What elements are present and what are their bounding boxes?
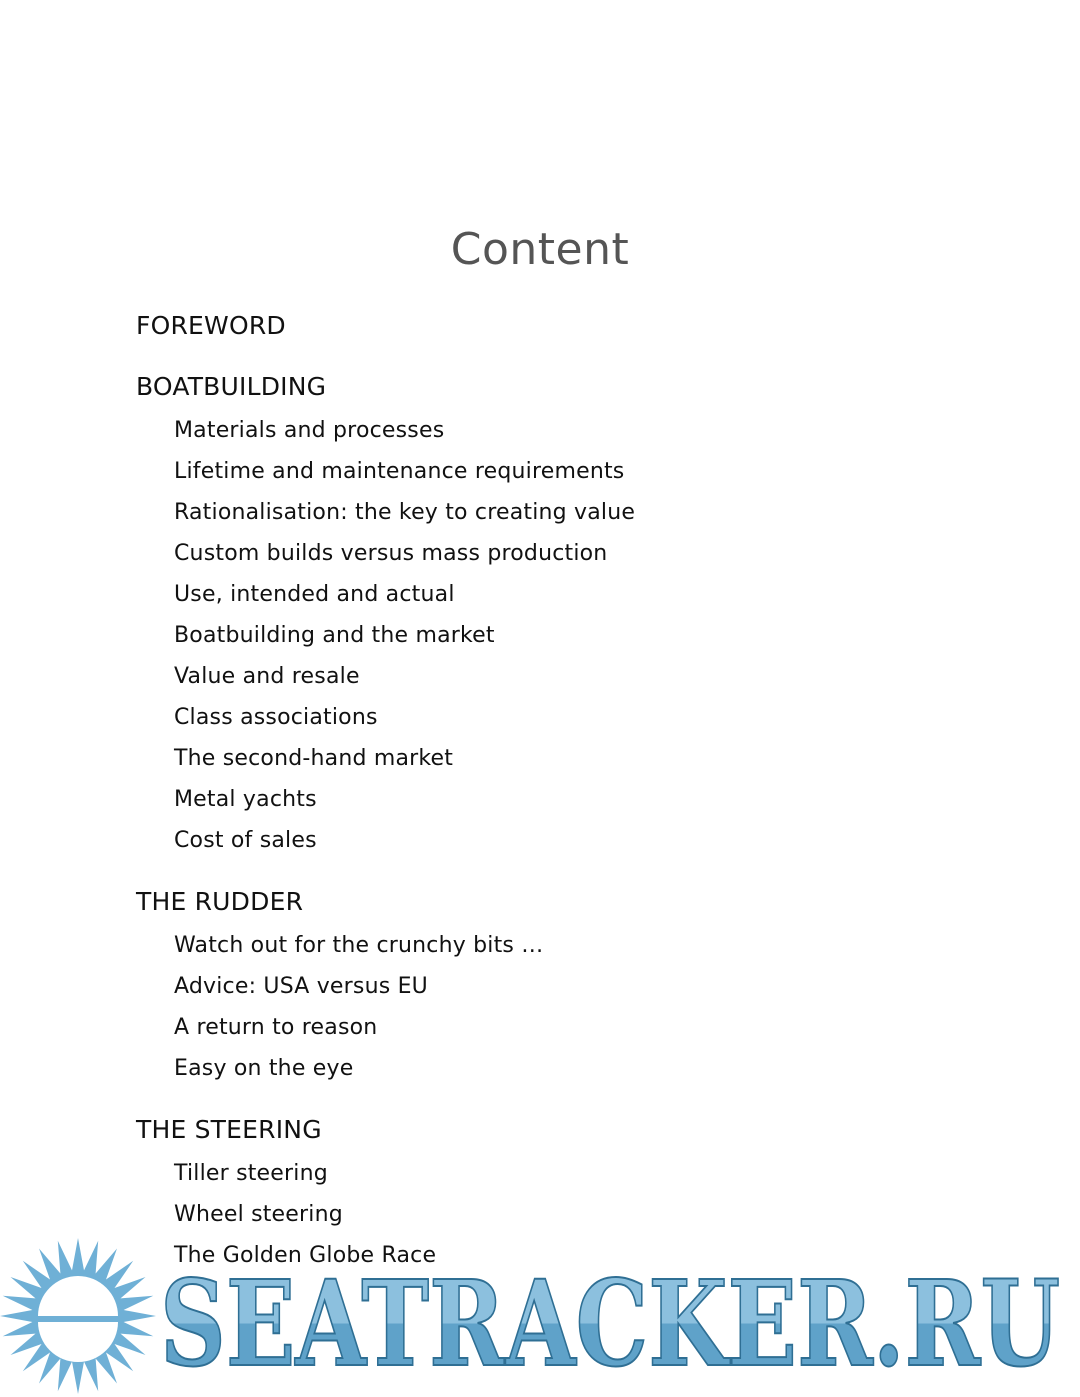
- toc-item: Class associations: [174, 705, 378, 730]
- page-title: Content: [450, 224, 630, 275]
- section-items: [136, 410, 956, 861]
- toc-item: Metal yachts: [174, 787, 317, 812]
- watermark-text: SEATRACKER.RU: [160, 1254, 1060, 1393]
- toc-item: The Golden Globe Race: [174, 1243, 437, 1268]
- toc-item: Materials and processes: [174, 418, 445, 443]
- section-items: [136, 925, 956, 1089]
- section-heading: THE STEERING: [136, 1115, 322, 1144]
- toc-item: Easy on the eye: [174, 1056, 354, 1081]
- toc-item: Lifetime and maintenance requirements: [174, 459, 625, 484]
- watermark: [0, 1232, 1080, 1397]
- toc-item: Advice: USA versus EU: [174, 974, 428, 999]
- section-heading: FOREWORD: [136, 311, 286, 340]
- toc-item: Rationalisation: the key to creating value: [174, 500, 636, 525]
- toc-item: Use, intended and actual: [174, 582, 455, 607]
- toc-section-the-rudder: [136, 882, 956, 1089]
- toc-item: Value and resale: [174, 664, 360, 689]
- toc-section-boatbuilding: [136, 367, 956, 861]
- toc-item: Watch out for the crunchy bits …: [174, 933, 544, 958]
- toc-item: Cost of sales: [174, 828, 317, 853]
- toc-item: Custom builds versus mass production: [174, 541, 608, 566]
- section-heading: BOATBUILDING: [136, 372, 327, 401]
- toc-item: Boatbuilding and the market: [174, 623, 495, 648]
- sun-icon: [0, 1238, 156, 1394]
- toc-section-foreword: [136, 306, 956, 346]
- section-heading: THE RUDDER: [136, 887, 304, 916]
- toc-item: The second-hand market: [174, 746, 454, 771]
- table-of-contents: [136, 306, 956, 1276]
- toc-item: A return to reason: [174, 1015, 378, 1040]
- toc-item: Tiller steering: [174, 1161, 328, 1186]
- toc-item: Wheel steering: [174, 1202, 343, 1227]
